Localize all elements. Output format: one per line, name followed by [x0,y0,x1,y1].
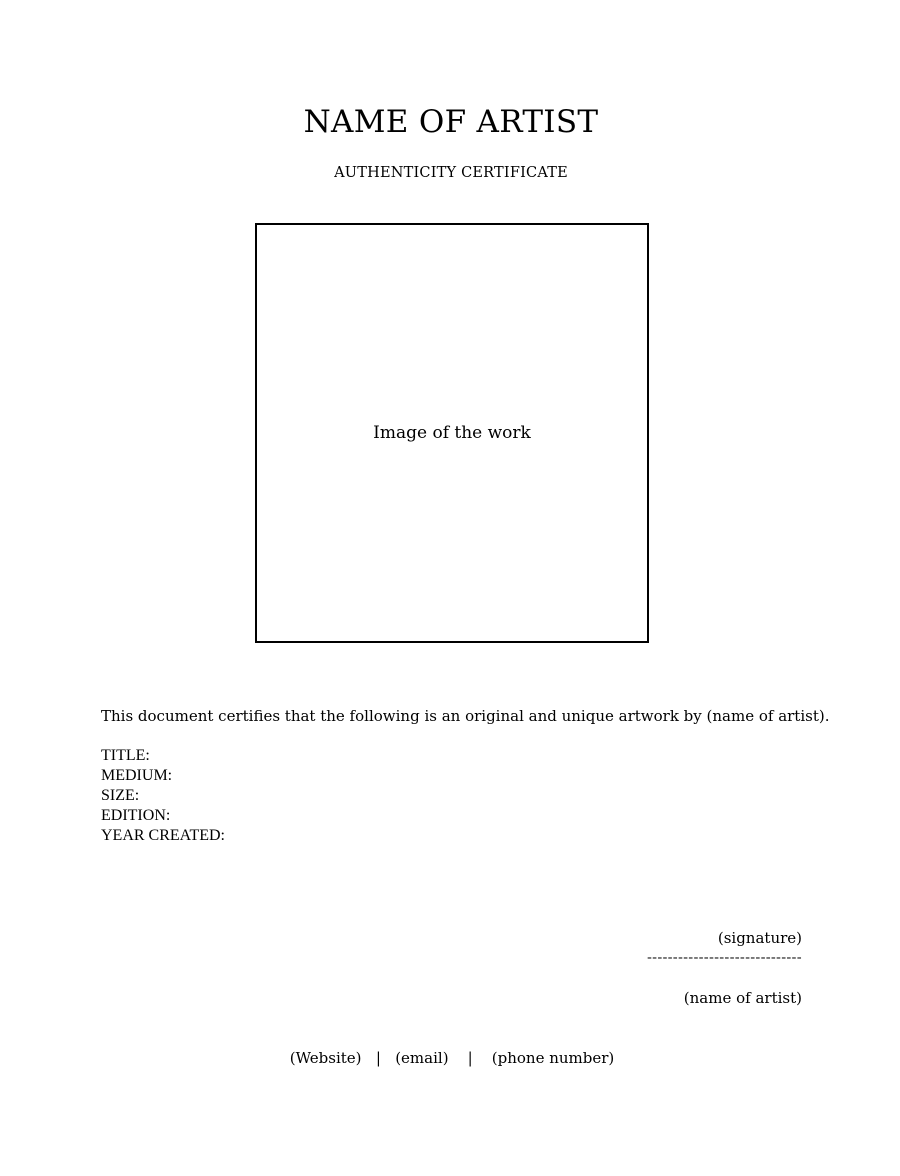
field-title-label: TITLE: [101,747,150,764]
field-medium-label: MEDIUM: [101,767,173,784]
signature-artist-name: (name of artist) [683,989,802,1007]
certificate-subtitle: AUTHENTICITY CERTIFICATE [334,165,568,181]
contact-footer [0,1048,900,1068]
signature-block [647,928,802,1008]
field-edition-label: EDITION: [101,807,171,824]
artwork-details [101,746,225,846]
contact-separator: | [375,1049,381,1067]
signature-line: ------------------------------ [647,950,802,965]
contact-separator: | [467,1049,473,1067]
contact-phone: (phone number) [491,1049,615,1067]
field-year-created-label: YEAR CREATED: [101,827,225,844]
field-size-label: SIZE: [101,787,140,804]
contact-website: (Website) [289,1049,362,1067]
artwork-image-placeholder: Image of the work [373,423,531,443]
signature-label: (signature) [717,929,802,947]
artwork-image-frame [255,223,649,643]
page-title: NAME OF ARTIST [303,104,599,140]
contact-email: (email) [395,1049,449,1067]
certification-statement: This document certifies that the following is an original and unique artwork by (name of artist). [101,707,830,725]
